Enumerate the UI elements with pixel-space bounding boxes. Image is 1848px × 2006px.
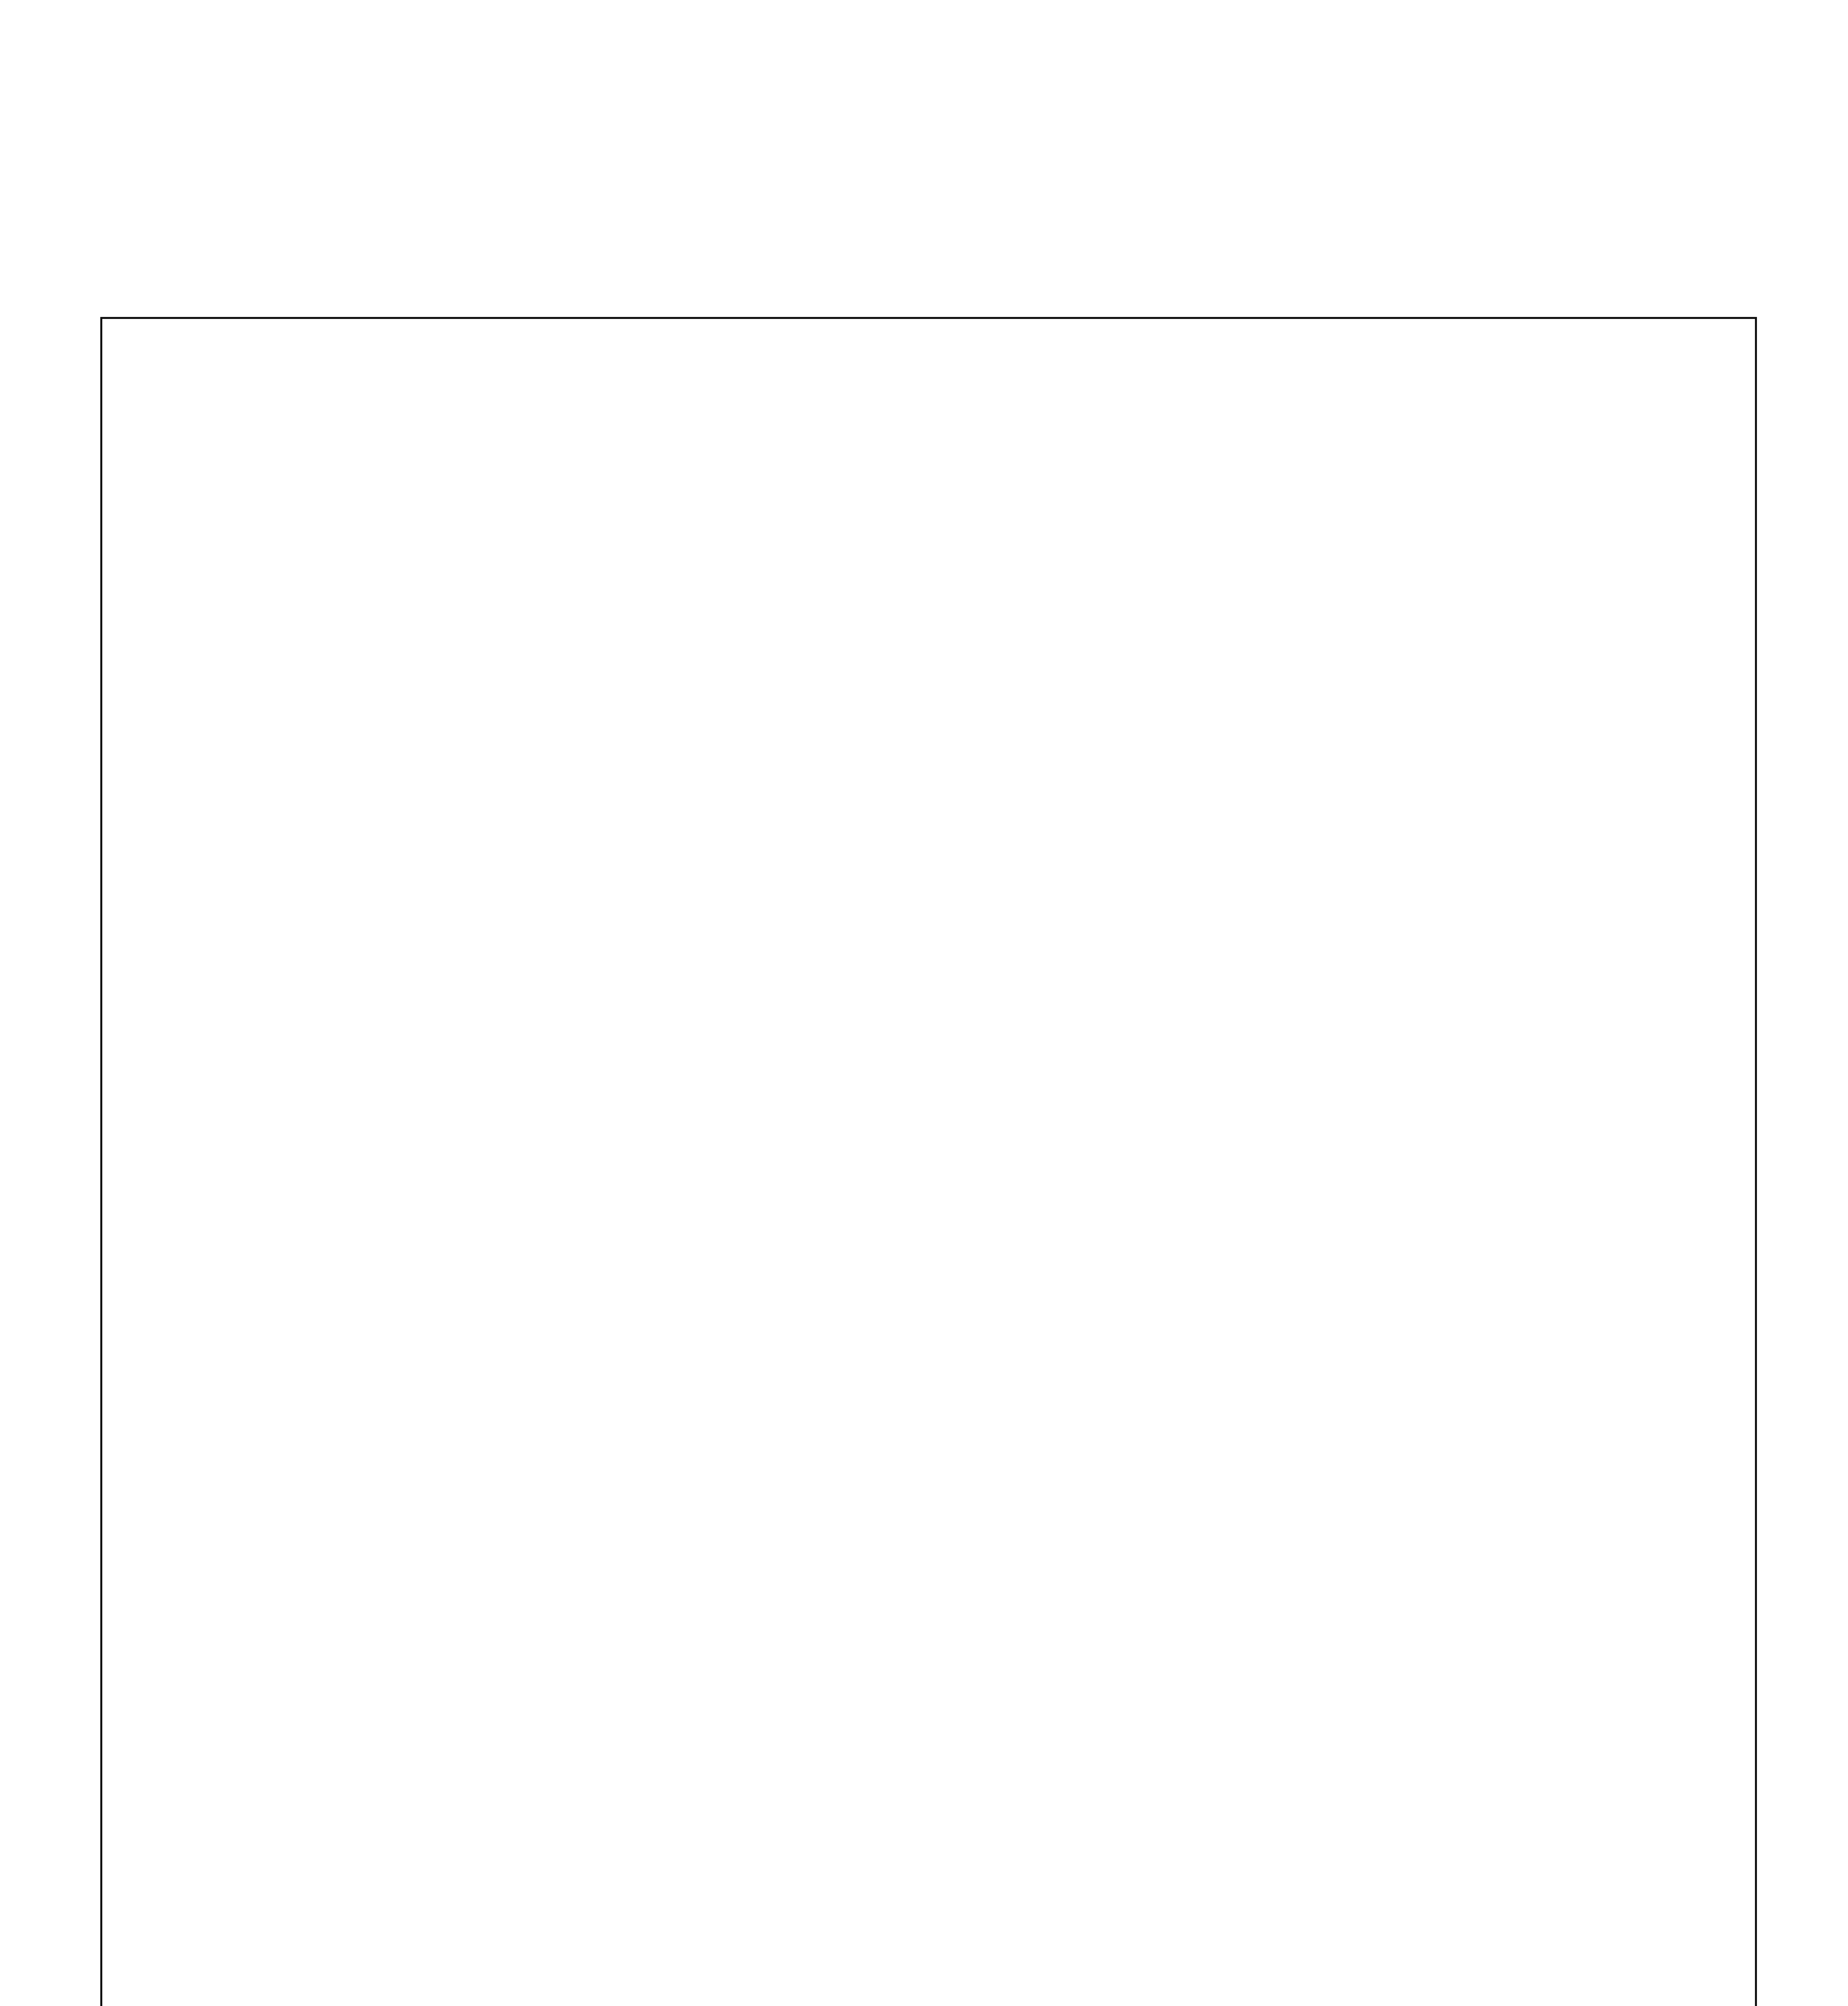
table-frame: [100, 317, 1757, 2006]
